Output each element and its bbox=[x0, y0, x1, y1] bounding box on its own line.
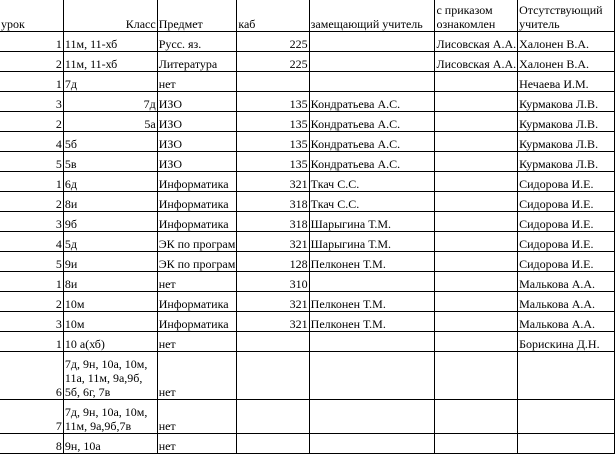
cell-lesson: 1 bbox=[0, 32, 63, 52]
cell-room: 310 bbox=[237, 272, 309, 292]
cell-substitute: Пелконен Т.М. bbox=[309, 252, 435, 272]
cell-class: 8и bbox=[63, 192, 157, 212]
cell-class: 7д bbox=[63, 72, 157, 92]
cell-subject: Информатика bbox=[157, 292, 237, 312]
cell-acknowledged: Лисовская А.А. bbox=[435, 32, 518, 52]
table-row bbox=[0, 400, 615, 434]
cell-subject: ЭК по програм bbox=[157, 232, 237, 252]
cell-absent: Сидорова И.Е. bbox=[518, 172, 615, 192]
cell-substitute bbox=[309, 352, 435, 400]
cell-lesson: 3 bbox=[0, 312, 63, 332]
cell-acknowledged bbox=[435, 92, 518, 112]
cell-substitute: Шарыгина Т.М. bbox=[309, 232, 435, 252]
cell-room: 135 bbox=[237, 132, 309, 152]
cell-class: 6д bbox=[63, 172, 157, 192]
cell-subject: нет bbox=[157, 72, 237, 92]
cell-substitute bbox=[309, 400, 435, 434]
cell-acknowledged bbox=[435, 434, 518, 454]
cell-subject: ИЗО bbox=[157, 152, 237, 172]
cell-subject: Русс. яз. bbox=[157, 32, 237, 52]
cell-lesson: 4 bbox=[0, 232, 63, 252]
cell-subject: ЭК по програм bbox=[157, 252, 237, 272]
cell-substitute bbox=[309, 72, 435, 92]
table-row bbox=[0, 434, 615, 454]
cell-room bbox=[237, 434, 309, 454]
cell-substitute: Кондратьева А.С. bbox=[309, 92, 435, 112]
cell-absent: Курмакова Л.В. bbox=[518, 92, 615, 112]
table-row bbox=[0, 152, 615, 172]
cell-class: 9б bbox=[63, 212, 157, 232]
cell-substitute: Пелконен Т.М. bbox=[309, 312, 435, 332]
cell-acknowledged bbox=[435, 152, 518, 172]
cell-substitute: Кондратьева А.С. bbox=[309, 152, 435, 172]
cell-room: 135 bbox=[237, 152, 309, 172]
table-row bbox=[0, 312, 615, 332]
cell-lesson: 6 bbox=[0, 352, 63, 400]
cell-lesson: 4 bbox=[0, 132, 63, 152]
cell-acknowledged bbox=[435, 172, 518, 192]
header-substitute: замещающий учитель bbox=[309, 0, 435, 32]
cell-absent: Курмакова Л.В. bbox=[518, 152, 615, 172]
cell-lesson: 2 bbox=[0, 292, 63, 312]
cell-lesson: 3 bbox=[0, 92, 63, 112]
cell-acknowledged: Лисовская А.А. bbox=[435, 52, 518, 72]
cell-subject: Информатика bbox=[157, 172, 237, 192]
cell-room: 225 bbox=[237, 32, 309, 52]
cell-absent: Курмакова Л.В. bbox=[518, 132, 615, 152]
cell-acknowledged bbox=[435, 312, 518, 332]
cell-absent: Сидорова И.Е. bbox=[518, 252, 615, 272]
cell-lesson: 2 bbox=[0, 192, 63, 212]
cell-substitute bbox=[309, 272, 435, 292]
cell-lesson: 1 bbox=[0, 332, 63, 352]
cell-subject: нет bbox=[157, 400, 237, 434]
cell-class: 7д, 9н, 10а, 10м, 11а, 11м, 9а,9б, 5б, 6г, 7в bbox=[63, 352, 157, 400]
table-row bbox=[0, 252, 615, 272]
header-lesson: урок bbox=[0, 0, 63, 32]
cell-absent: Борискина Д.Н. bbox=[518, 332, 615, 352]
cell-absent bbox=[518, 352, 615, 400]
cell-lesson: 2 bbox=[0, 52, 63, 72]
cell-class: 8и bbox=[63, 272, 157, 292]
table-row bbox=[0, 52, 615, 72]
cell-absent: Малькова А.А. bbox=[518, 272, 615, 292]
cell-class: 10м bbox=[63, 292, 157, 312]
cell-absent: Халонен В.А. bbox=[518, 52, 615, 72]
cell-class: 11м, 11-хб bbox=[63, 52, 157, 72]
cell-room: 321 bbox=[237, 232, 309, 252]
cell-room bbox=[237, 400, 309, 434]
cell-room: 318 bbox=[237, 192, 309, 212]
header-subject: Предмет bbox=[157, 0, 237, 32]
cell-substitute bbox=[309, 32, 435, 52]
table-row bbox=[0, 72, 615, 92]
cell-room: 225 bbox=[237, 52, 309, 72]
cell-absent: Халонен В.А. bbox=[518, 32, 615, 52]
header-class: Класс bbox=[63, 0, 157, 32]
header-acknowledged: с приказом ознакомлен bbox=[435, 0, 518, 32]
cell-subject: Информатика bbox=[157, 312, 237, 332]
cell-room: 321 bbox=[237, 172, 309, 192]
cell-lesson: 2 bbox=[0, 112, 63, 132]
table-row bbox=[0, 92, 615, 112]
cell-subject: нет bbox=[157, 332, 237, 352]
table-row bbox=[0, 272, 615, 292]
cell-lesson: 1 bbox=[0, 172, 63, 192]
cell-class: 9н, 10а bbox=[63, 434, 157, 454]
table-row bbox=[0, 212, 615, 232]
cell-acknowledged bbox=[435, 332, 518, 352]
cell-acknowledged bbox=[435, 232, 518, 252]
cell-acknowledged bbox=[435, 400, 518, 434]
cell-lesson: 5 bbox=[0, 252, 63, 272]
cell-room: 318 bbox=[237, 212, 309, 232]
cell-subject: Информатика bbox=[157, 212, 237, 232]
table-row bbox=[0, 332, 615, 352]
cell-room bbox=[237, 72, 309, 92]
table-row bbox=[0, 292, 615, 312]
cell-class: 5в bbox=[63, 152, 157, 172]
cell-absent: Сидорова И.Е. bbox=[518, 192, 615, 212]
cell-substitute: Ткач С.С. bbox=[309, 172, 435, 192]
cell-acknowledged bbox=[435, 132, 518, 152]
cell-subject: нет bbox=[157, 272, 237, 292]
cell-substitute: Пелконен Т.М. bbox=[309, 292, 435, 312]
cell-substitute bbox=[309, 332, 435, 352]
cell-substitute: Ткач С.С. bbox=[309, 192, 435, 212]
cell-subject: ИЗО bbox=[157, 132, 237, 152]
header-room: каб bbox=[237, 0, 309, 32]
cell-class: 5д bbox=[63, 232, 157, 252]
cell-acknowledged bbox=[435, 72, 518, 92]
cell-lesson: 3 bbox=[0, 212, 63, 232]
cell-class: 11м, 11-хб bbox=[63, 32, 157, 52]
cell-absent: Малькова А.А. bbox=[518, 312, 615, 332]
cell-substitute: Шарыгина Т.М. bbox=[309, 212, 435, 232]
header-absent: Отсутствующий учитель bbox=[518, 0, 615, 32]
cell-absent: Сидорова И.Е. bbox=[518, 212, 615, 232]
cell-class: 10м bbox=[63, 312, 157, 332]
cell-class: 7д bbox=[63, 92, 157, 112]
cell-lesson: 1 bbox=[0, 272, 63, 292]
cell-lesson: 7 bbox=[0, 400, 63, 434]
cell-absent: Нечаева И.М. bbox=[518, 72, 615, 92]
cell-acknowledged bbox=[435, 292, 518, 312]
cell-acknowledged bbox=[435, 252, 518, 272]
table-row bbox=[0, 172, 615, 192]
cell-lesson: 5 bbox=[0, 152, 63, 172]
table-row bbox=[0, 232, 615, 252]
cell-absent: Сидорова И.Е. bbox=[518, 232, 615, 252]
cell-subject: нет bbox=[157, 434, 237, 454]
cell-acknowledged bbox=[435, 212, 518, 232]
cell-room bbox=[237, 352, 309, 400]
cell-absent bbox=[518, 400, 615, 434]
cell-lesson: 1 bbox=[0, 72, 63, 92]
cell-subject: ИЗО bbox=[157, 92, 237, 112]
table-row bbox=[0, 112, 615, 132]
cell-room: 321 bbox=[237, 292, 309, 312]
cell-substitute bbox=[309, 52, 435, 72]
cell-substitute: Кондратьева А.С. bbox=[309, 132, 435, 152]
cell-class: 10 а(хб) bbox=[63, 332, 157, 352]
cell-lesson: 8 bbox=[0, 434, 63, 454]
cell-class: 5б bbox=[63, 132, 157, 152]
cell-absent bbox=[518, 434, 615, 454]
cell-acknowledged bbox=[435, 192, 518, 212]
table-row bbox=[0, 192, 615, 212]
cell-absent: Малькова А.А. bbox=[518, 292, 615, 312]
cell-acknowledged bbox=[435, 352, 518, 400]
cell-absent: Курмакова Л.В. bbox=[518, 112, 615, 132]
cell-room: 135 bbox=[237, 112, 309, 132]
header-row bbox=[0, 0, 615, 32]
cell-subject: ИЗО bbox=[157, 112, 237, 132]
cell-room bbox=[237, 332, 309, 352]
cell-subject: нет bbox=[157, 352, 237, 400]
cell-substitute: Кондратьева А.С. bbox=[309, 112, 435, 132]
cell-room: 321 bbox=[237, 312, 309, 332]
table-row bbox=[0, 32, 615, 52]
cell-class: 9и bbox=[63, 252, 157, 272]
table-row bbox=[0, 352, 615, 400]
cell-subject: Литература bbox=[157, 52, 237, 72]
cell-acknowledged bbox=[435, 272, 518, 292]
cell-class: 7д, 9н, 10а, 10м, 11м, 9а,9б,7в bbox=[63, 400, 157, 434]
cell-acknowledged bbox=[435, 112, 518, 132]
cell-room: 128 bbox=[237, 252, 309, 272]
cell-substitute bbox=[309, 434, 435, 454]
table-row bbox=[0, 132, 615, 152]
cell-room: 135 bbox=[237, 92, 309, 112]
cell-subject: Информатика bbox=[157, 192, 237, 212]
cell-class: 5а bbox=[63, 112, 157, 132]
